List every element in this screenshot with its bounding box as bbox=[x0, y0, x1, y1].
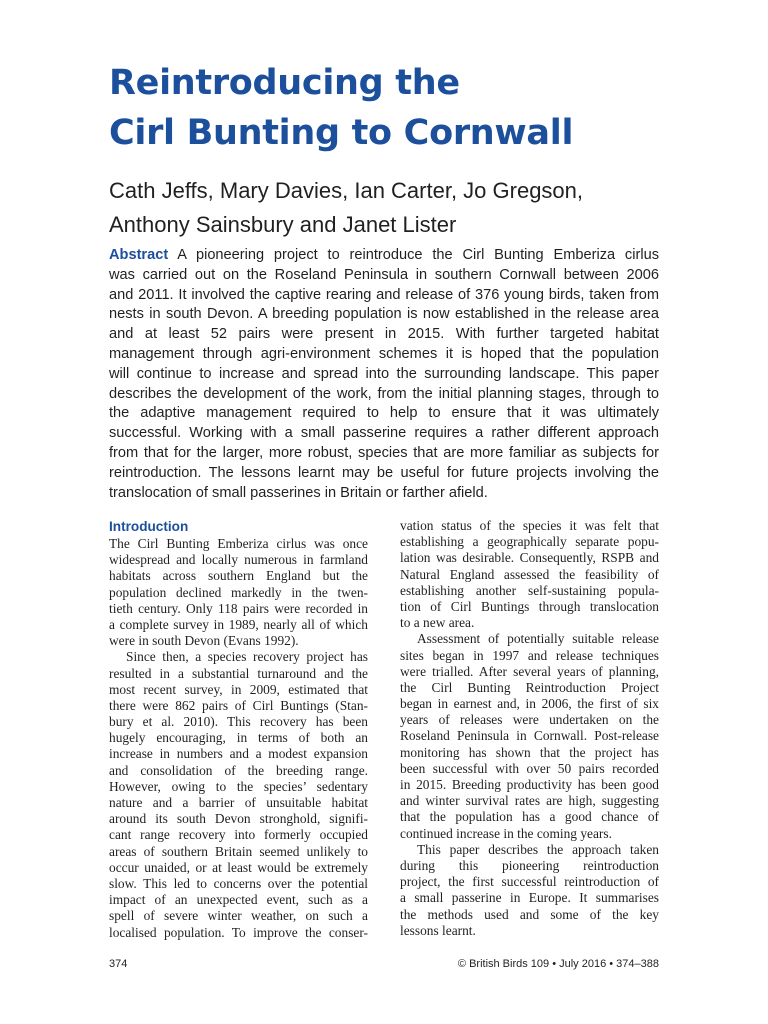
body-line: population declined markedly in the twen- bbox=[109, 584, 368, 600]
abstract-line: the adaptive management required to help to ensure that it was ultimately bbox=[109, 405, 659, 422]
authors-line-1: Cath Jeffs, Mary Davies, Ian Carter, Jo Gregson, bbox=[109, 178, 584, 203]
body-line: areas of southern Britain seemed unlikely to bbox=[109, 843, 368, 859]
body-line: began in earnest and, in 2006, the first of six bbox=[400, 696, 659, 712]
article-title bbox=[109, 58, 709, 158]
body-line: localised population. To improve the conser- bbox=[109, 924, 368, 940]
title-line-1: Reintroducing the bbox=[109, 63, 460, 103]
abstract-line: successful. Working with a small passerine requires a rather different approach bbox=[109, 425, 659, 442]
body-line: and consolidation of the breeding range. bbox=[109, 762, 368, 778]
body-line: years of releases were undertaken on the bbox=[400, 712, 659, 728]
body-line: most recent survey, in 2009, estimated that bbox=[109, 681, 368, 697]
body-line: vation status of the species it was felt that bbox=[400, 518, 659, 533]
section-heading-introduction: Introduction bbox=[109, 519, 189, 534]
abstract-line: describes the development of the work, from the initial planning stages, through to bbox=[109, 385, 659, 402]
abstract bbox=[109, 246, 659, 503]
body-line: been successful with over 50 pairs recorded bbox=[400, 760, 659, 776]
body-line: there were 862 pairs of Cirl Buntings (Stan- bbox=[109, 697, 368, 713]
body-line: Natural England assessed the feasibility of bbox=[400, 566, 659, 582]
abstract-line: and 2011. It involved the captive rearing and release of 376 young birds, taken from bbox=[109, 286, 659, 303]
body-line: in 2015. Breeding productivity has been good bbox=[400, 777, 659, 792]
body-line: The Cirl Bunting Emberiza cirlus was once bbox=[109, 536, 368, 551]
body-line: the Cirl Bunting Reintroduction Project bbox=[400, 679, 659, 695]
abstract-label: Abstract bbox=[109, 247, 169, 263]
left-text-column bbox=[109, 518, 368, 941]
body-line: project, the first successful reintroduction of bbox=[400, 874, 659, 890]
body-line: a complete survey in 1989, nearly all of which bbox=[109, 616, 368, 632]
body-line: Roseland Peninsula in Cornwall. Post-release bbox=[400, 728, 659, 744]
abstract-line: management through agri-environment schemes it is hoped that the population bbox=[109, 345, 659, 362]
body-line: bury et al. 2010). This recovery has been bbox=[109, 714, 368, 730]
abstract-line: reintroduction. The lessons learnt may be useful for future projects involving the bbox=[109, 464, 659, 481]
body-line: around its south Devon stronghold, signifi- bbox=[109, 811, 368, 827]
body-line: establishing a geographically separate popu- bbox=[400, 534, 659, 550]
body-line: cant range recovery into formerly occupied bbox=[109, 827, 368, 843]
page-number: 374 bbox=[109, 958, 128, 970]
abstract-line: from that for the larger, more robust, species that are more familiar as subjects for bbox=[109, 444, 659, 461]
abstract-line: and at least 52 pairs were present in 2015. With further targeted habitat bbox=[109, 326, 659, 343]
body-line: occur unaided, or at least would be extremely bbox=[109, 859, 368, 875]
author-list bbox=[109, 174, 669, 242]
body-line: slow. This led to concerns over the potential bbox=[109, 875, 368, 891]
body-line: lessons learnt. bbox=[400, 922, 476, 938]
body-line: during this pioneering reintroduction bbox=[400, 857, 659, 873]
body-line: were trialled. After several years of planning, bbox=[400, 663, 659, 679]
body-line: tion of Cirl Buntings through translocation bbox=[400, 598, 659, 614]
right-text-column bbox=[400, 518, 659, 939]
body-line: This paper describes the approach taken bbox=[417, 841, 659, 857]
body-line: sites began in 1997 and release techniques bbox=[400, 647, 659, 663]
abstract-line: nests in south Devon. A breeding population is now established in the release area bbox=[109, 306, 659, 323]
abstract-line: Abstract A pioneering project to reintroduce the Cirl Bunting Emberiza cirlus bbox=[109, 247, 659, 263]
abstract-line: was carried out on the Roseland Peninsula in southern Cornwall between 2006 bbox=[109, 266, 659, 283]
body-line: lation was desirable. Consequently, RSPB and bbox=[400, 550, 659, 566]
body-line: nature and a barrier of unsuitable habitat bbox=[109, 795, 368, 810]
body-line: that the population has a good chance of bbox=[400, 809, 659, 825]
body-line: hugely encouraging, in terms of both an bbox=[109, 730, 368, 746]
body-line: widespread and locally numerous in farmland bbox=[109, 552, 368, 568]
body-line: a small passerine in Europe. It summarises bbox=[400, 890, 659, 906]
body-line: and winter survival rates are high, suggesting bbox=[400, 793, 659, 809]
body-line: impact of an unexpected event, such as a bbox=[109, 892, 368, 908]
title-line-2: Cirl Bunting to Cornwall bbox=[109, 113, 574, 153]
body-line: tieth century. Only 118 pairs were recorded in bbox=[109, 600, 368, 616]
abstract-line: translocation of small passerines in Britain or farther afield. bbox=[109, 484, 488, 501]
body-line: resulted in a substantial turnaround and the bbox=[109, 665, 368, 681]
body-line: increase in numbers and a modest expansion bbox=[109, 746, 368, 762]
body-line: Assessment of potentially suitable release bbox=[417, 631, 659, 647]
body-line: were in south Devon (Evans 1992). bbox=[109, 633, 299, 649]
body-line: However, owing to the species’ sedentary bbox=[109, 778, 368, 794]
body-line: the methods used and some of the key bbox=[400, 906, 659, 922]
body-line: to a new area. bbox=[400, 615, 475, 631]
authors-line-2: Anthony Sainsbury and Janet Lister bbox=[109, 212, 457, 237]
body-line: Since then, a species recovery project has bbox=[126, 649, 368, 665]
journal-citation: © British Birds 109 • July 2016 • 374–388 bbox=[457, 958, 659, 970]
body-line: habitats across southern England but the bbox=[109, 568, 368, 584]
body-line: spell of severe winter weather, on such a bbox=[109, 908, 368, 924]
body-line: continued increase in the coming years. bbox=[400, 825, 612, 841]
abstract-line: will continue to increase and spread into the surrounding landscape. This paper bbox=[109, 365, 659, 382]
body-line: establishing another self-sustaining popula- bbox=[400, 582, 659, 598]
body-line: monitoring has shown that the project has bbox=[400, 744, 659, 760]
